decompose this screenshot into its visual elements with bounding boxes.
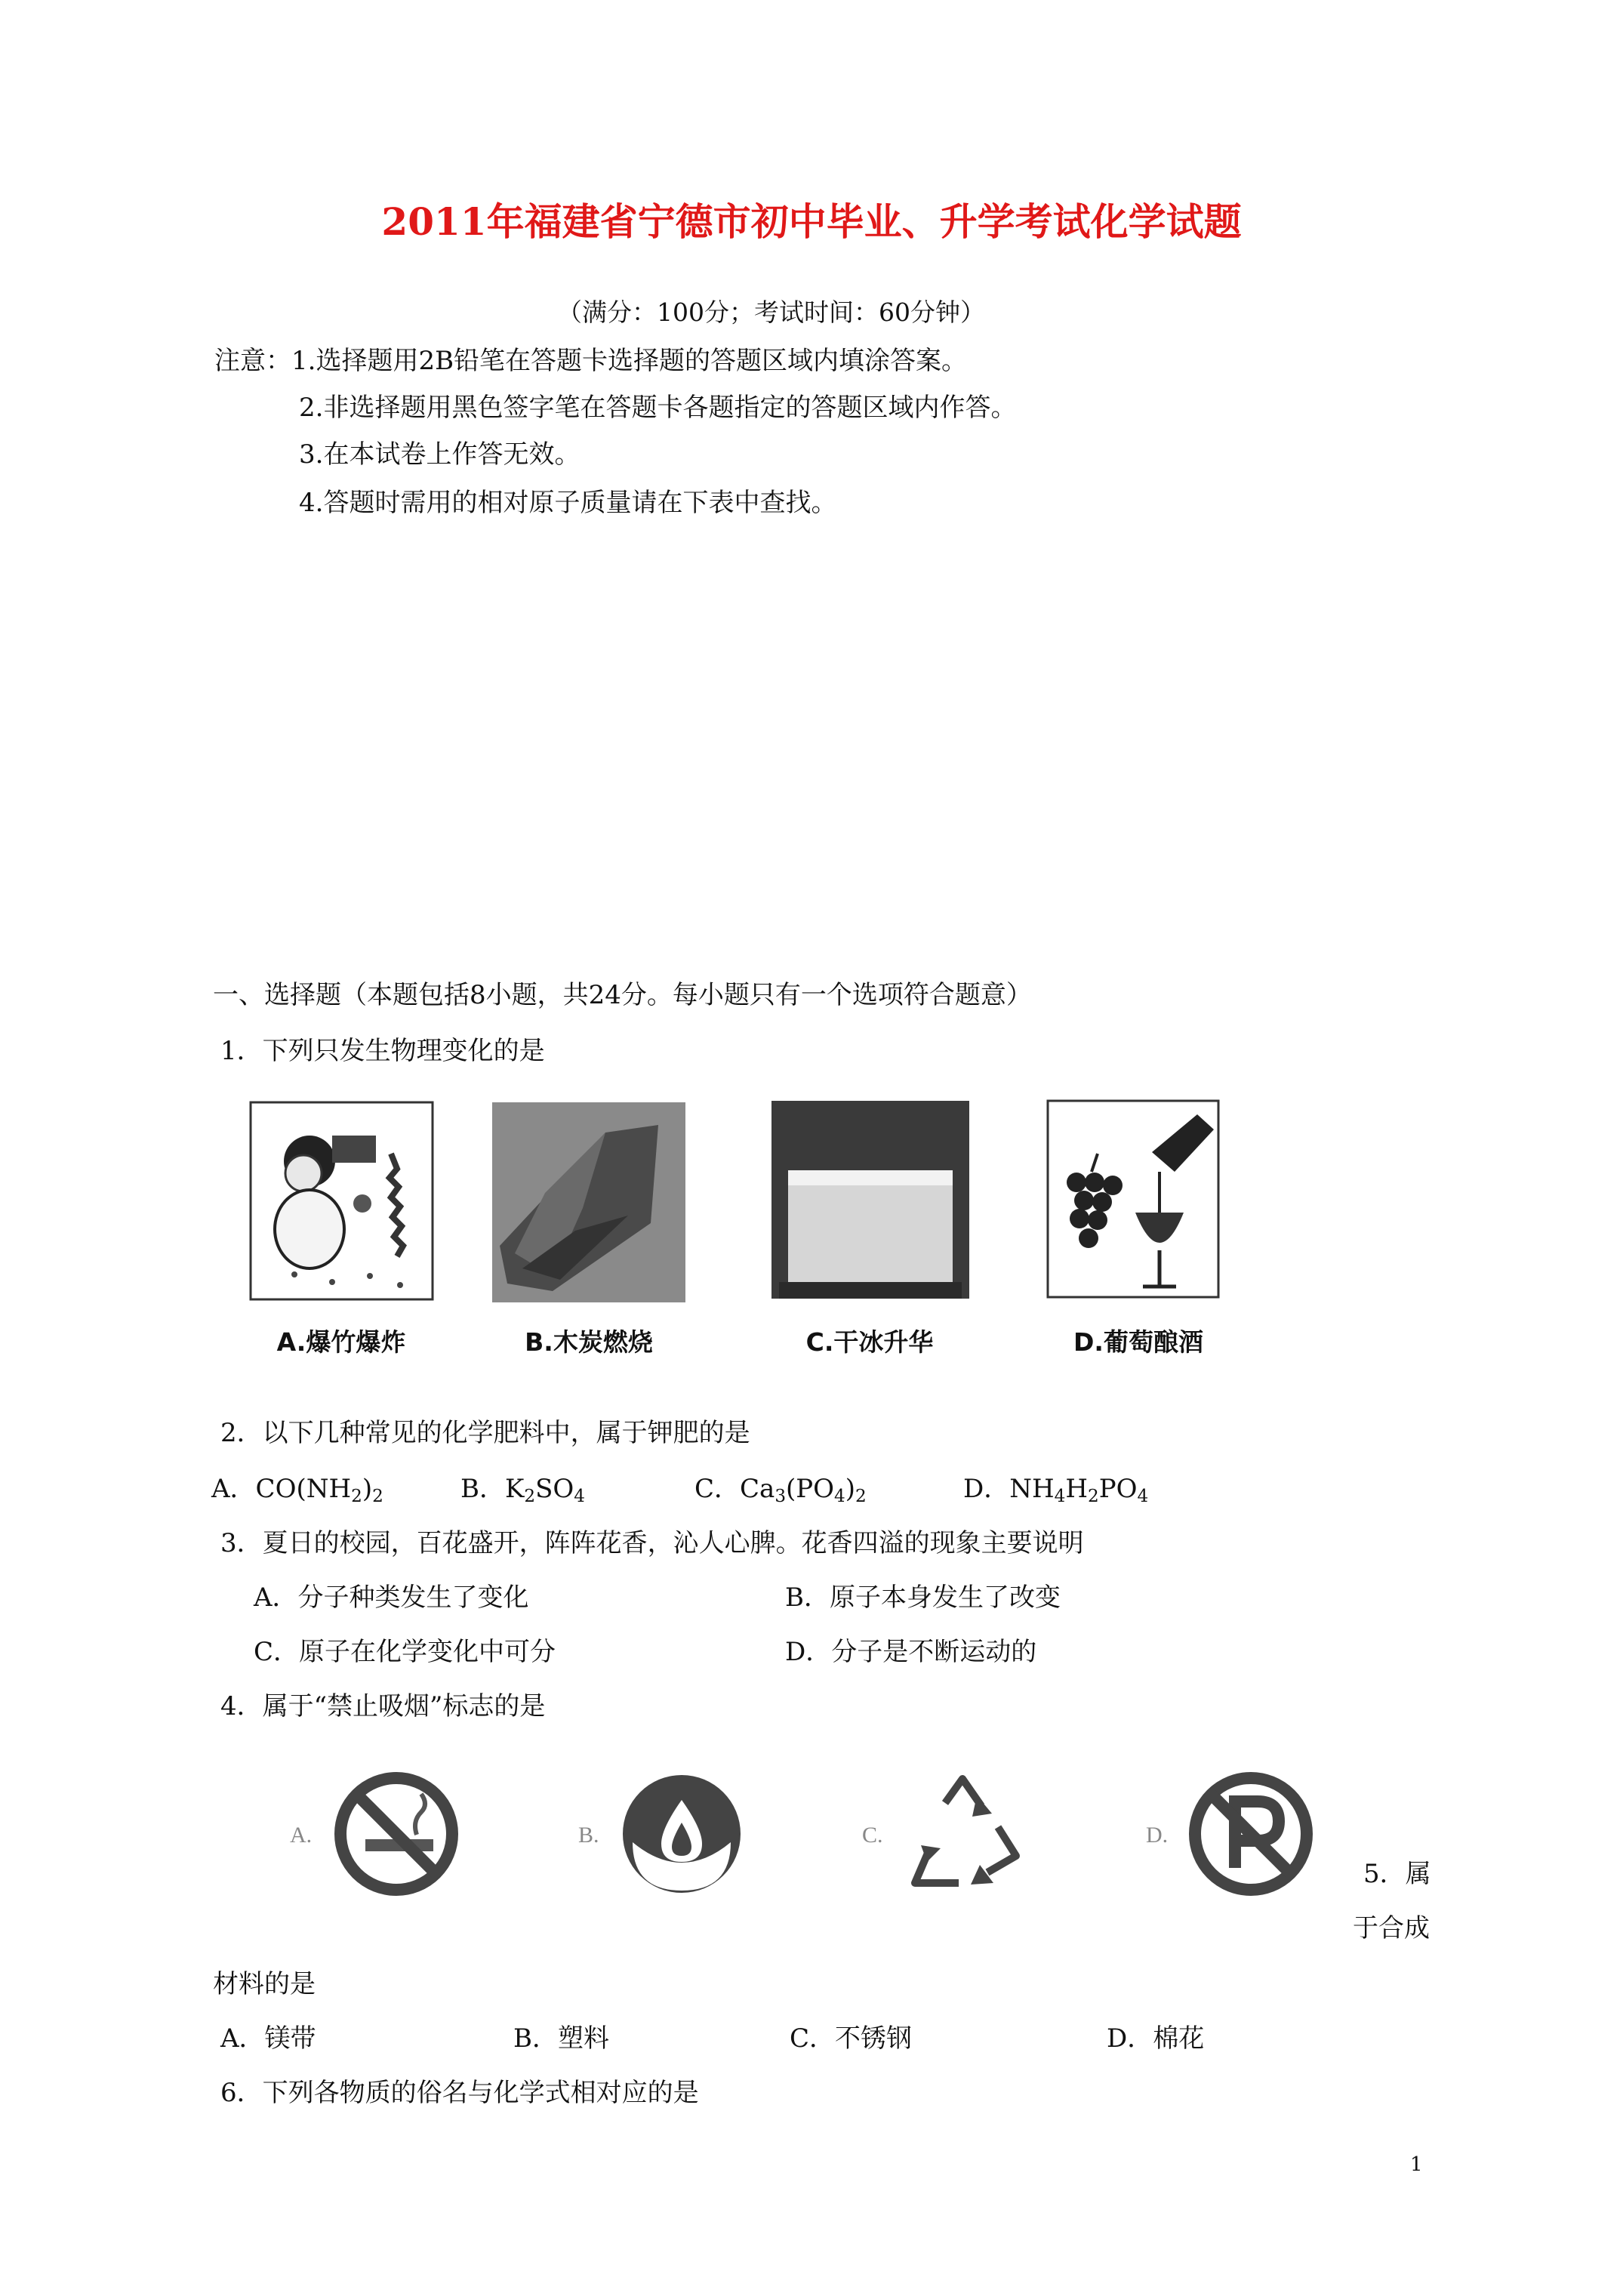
- caption-d: D.葡萄酿酒: [1073, 1327, 1203, 1357]
- sign-letter-a: A.: [290, 1823, 313, 1848]
- q2-option-c: C．$Ca_3(PO_4)_2$: [694, 1474, 867, 1506]
- q2-option-b: B．$K_2SO_4$: [460, 1474, 585, 1506]
- page-number: 1: [1410, 2153, 1423, 2176]
- q5-option-a: A．镁带: [220, 2023, 316, 2054]
- no-parking-sign-icon: [1187, 1770, 1315, 1898]
- recycle-sign-icon: [898, 1773, 1027, 1894]
- question-2: 2．以下几种常见的化学肥料中，属于钾肥的是: [220, 1418, 750, 1448]
- question-5-part3: 材料的是: [213, 1969, 316, 1999]
- page-title: 2011年福建省宁德市初中毕业、升学考试化学试题: [381, 199, 1242, 244]
- sign-letter-b: B.: [578, 1823, 599, 1848]
- dry-ice-image: [771, 1101, 969, 1299]
- charcoal-image: [492, 1102, 685, 1302]
- note-item-3: 3.在本试卷上作答无效。: [299, 439, 581, 470]
- note-item-1: 1.选择题用2B铅笔在答题卡选择题的答题区域内填涂答案。: [291, 346, 968, 376]
- no-smoking-sign-icon: [332, 1770, 460, 1898]
- q3-option-b: B．原子本身发生了改变: [785, 1583, 1061, 1613]
- caption-c: C.干冰升华: [805, 1327, 934, 1357]
- q5-option-c: C．不锈钢: [790, 2023, 913, 2054]
- caption-b: B.木炭燃烧: [525, 1327, 653, 1357]
- q2-option-a: A．$CO(NH_2)_2$: [211, 1474, 383, 1506]
- question-6: 6．下列各物质的俗名与化学式相对应的是: [220, 2078, 699, 2108]
- sign-letter-d: D.: [1146, 1823, 1169, 1848]
- firecracker-image: [249, 1101, 434, 1301]
- note-item-2: 2.非选择题用黑色签字笔在答题卡各题指定的答题区域内作答。: [299, 393, 1017, 423]
- question-3: 3．夏日的校园，百花盛开，阵阵花香，沁人心脾。花香四溢的现象主要说明: [220, 1528, 1084, 1558]
- q3-option-a: A．分子种类发生了变化: [254, 1583, 529, 1613]
- exam-info: （满分：100分；考试时间：60分钟）: [557, 297, 985, 327]
- q3-option-d: D．分子是不断运动的: [785, 1637, 1037, 1667]
- q5-option-b: B．塑料: [513, 2023, 609, 2054]
- question-5-part2: 于合成: [1353, 1913, 1430, 1943]
- note-item-4: 4.答题时需用的相对原子质量请在下表中查找。: [299, 488, 837, 518]
- sign-letter-c: C.: [862, 1823, 883, 1848]
- q3-option-c: C．原子在化学变化中可分: [254, 1637, 556, 1667]
- water-saving-sign-icon: [617, 1770, 746, 1898]
- notes-label: 注意：: [214, 346, 291, 376]
- q5-option-d: D．棉花: [1107, 2023, 1205, 2054]
- question-5-part1: 5．属: [1363, 1859, 1431, 1889]
- wine-image: [1046, 1099, 1220, 1299]
- question-4: 4．属于“禁止吸烟”标志的是: [220, 1691, 546, 1721]
- section-heading: 一、选择题（本题包括8小题，共24分。每小题只有一个选项符合题意）: [213, 980, 1032, 1010]
- q2-option-d: D．$NH_4H_2PO_4$: [963, 1474, 1149, 1506]
- caption-a: A.爆竹爆炸: [276, 1327, 406, 1357]
- question-1: 1．下列只发生物理变化的是: [220, 1036, 545, 1066]
